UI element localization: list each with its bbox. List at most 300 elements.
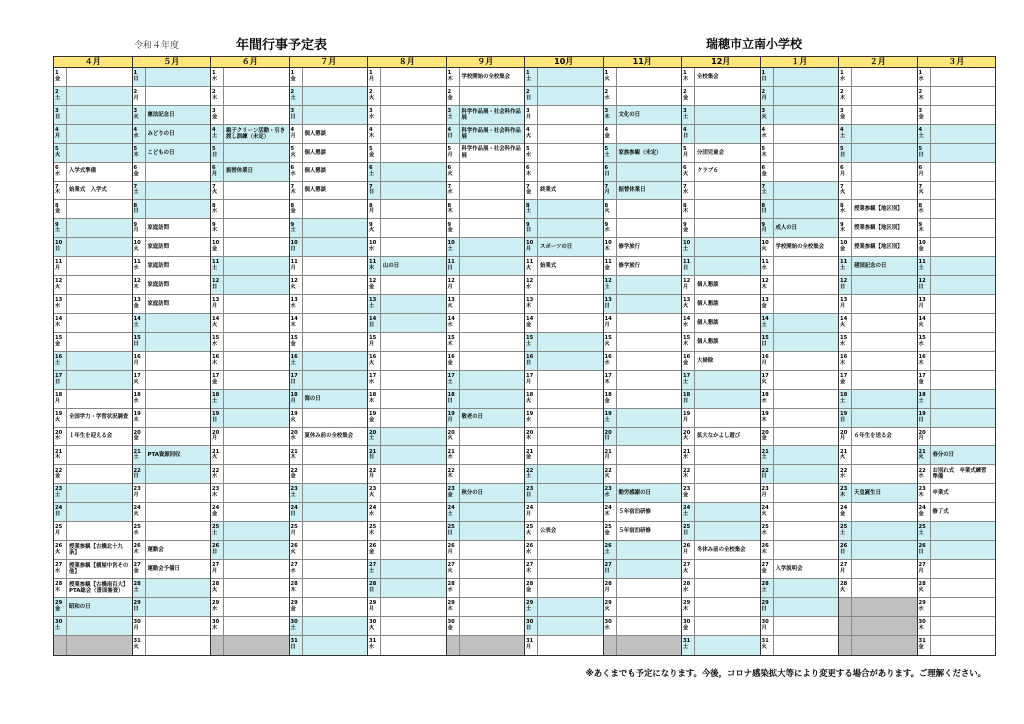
weekday: 金 <box>604 265 610 272</box>
date-number: 4 <box>447 126 452 133</box>
event-text <box>617 579 682 597</box>
day-cell <box>761 465 839 484</box>
day-cell <box>54 87 132 106</box>
day-cell <box>604 238 682 257</box>
date-number: 14 <box>604 316 612 323</box>
date-weekday <box>368 598 381 616</box>
day-cell <box>211 87 289 106</box>
day-cell <box>604 125 682 144</box>
weekday: 木 <box>133 284 139 291</box>
event-text <box>538 295 603 313</box>
date-number: 25 <box>55 524 63 531</box>
date-weekday <box>290 68 303 86</box>
date-number: 18 <box>369 391 377 398</box>
day-cell <box>918 541 996 560</box>
date-weekday <box>839 541 852 559</box>
date-weekday <box>211 125 224 143</box>
event-text: 公表会 <box>540 527 557 534</box>
event-text <box>617 409 682 427</box>
event-text <box>67 295 132 313</box>
day-cell <box>54 219 132 238</box>
day-cell <box>761 200 839 219</box>
weekday: 水 <box>761 132 767 139</box>
event-text <box>381 144 446 162</box>
date-weekday <box>761 257 774 275</box>
date-weekday <box>133 219 146 237</box>
date-weekday <box>682 238 695 256</box>
date-weekday <box>368 144 381 162</box>
event-text <box>303 371 368 389</box>
day-cell <box>54 409 132 428</box>
event-text <box>460 579 525 597</box>
date-weekday <box>839 182 852 200</box>
weekday: 土 <box>526 208 532 215</box>
event-text <box>617 636 682 655</box>
date-weekday <box>290 257 303 275</box>
weekday: 木 <box>212 492 218 499</box>
date-number: 29 <box>918 599 926 606</box>
date-number: 6 <box>133 164 138 171</box>
event-text <box>695 579 760 597</box>
event-text <box>774 314 839 332</box>
date-number: 5 <box>840 145 844 152</box>
date-weekday <box>54 125 67 143</box>
day-cell <box>133 276 211 295</box>
date-number: 22 <box>369 467 377 474</box>
date-number: 27 <box>133 562 141 569</box>
day-cell <box>54 68 132 87</box>
date-number: 4 <box>55 126 59 133</box>
date-number: 29 <box>683 599 691 606</box>
date-number: 31 <box>761 638 769 645</box>
weekday: 水 <box>55 435 61 442</box>
date-number: 21 <box>604 448 612 455</box>
date-number: 4 <box>683 126 687 133</box>
weekday: 金 <box>369 416 375 423</box>
day-cell <box>447 257 525 276</box>
event-text: 個人懇談 <box>697 282 719 288</box>
weekday: 水 <box>840 473 846 480</box>
day-cell <box>368 238 446 257</box>
date-weekday <box>525 276 538 294</box>
day-cell <box>604 219 682 238</box>
event-text <box>695 106 760 124</box>
day-cell <box>839 465 917 484</box>
weekday: 月 <box>761 359 767 366</box>
day-cell <box>211 144 289 163</box>
date-number: 1 <box>55 70 59 77</box>
day-cell <box>290 106 368 125</box>
weekday: 土 <box>447 113 453 120</box>
date-weekday <box>211 238 224 256</box>
weekday: 木 <box>683 340 689 347</box>
date-number: 31 <box>369 638 377 645</box>
date-number: 22 <box>212 467 220 474</box>
weekday: 火 <box>55 151 61 158</box>
date-number: 10 <box>526 240 534 247</box>
weekday: 日 <box>526 359 532 366</box>
date-number: 16 <box>604 353 612 360</box>
weekday: 金 <box>55 340 61 347</box>
day-cell <box>839 219 917 238</box>
event-text <box>67 276 132 294</box>
weekday: 金 <box>840 378 846 385</box>
date-weekday <box>290 428 303 446</box>
event-text <box>931 295 996 313</box>
day-cell <box>54 428 132 447</box>
date-number: 26 <box>918 543 926 550</box>
date-weekday <box>682 636 695 655</box>
day-cell <box>54 333 132 352</box>
date-weekday <box>133 503 146 521</box>
date-weekday <box>368 390 381 408</box>
event-text <box>303 541 368 559</box>
calendar-body <box>54 68 995 655</box>
weekday: 日 <box>840 549 846 555</box>
day-cell <box>54 144 132 163</box>
date-weekday <box>54 371 67 389</box>
date-number: 5 <box>761 145 766 152</box>
event-text <box>460 352 525 370</box>
day-cell <box>682 484 760 503</box>
weekday: 木 <box>526 567 532 574</box>
date-weekday <box>54 200 67 218</box>
date-number: 3 <box>447 108 452 114</box>
day-cell <box>54 617 132 636</box>
weekday: 月 <box>918 303 924 310</box>
date-number: 30 <box>290 618 298 625</box>
date-weekday <box>761 446 774 464</box>
date-number: 2 <box>526 89 530 96</box>
day-cell <box>211 446 289 465</box>
date-number: 31 <box>918 638 926 645</box>
day-cell <box>525 598 603 617</box>
date-number: 15 <box>133 335 141 342</box>
date-weekday <box>133 446 146 464</box>
date-number: 20 <box>447 429 455 436</box>
weekday: 金 <box>212 246 218 253</box>
date-weekday <box>682 598 695 616</box>
date-number: 23 <box>290 486 298 493</box>
day-cell <box>525 314 603 333</box>
weekday: 火 <box>840 586 846 593</box>
event-text <box>538 579 603 597</box>
event-text: 親子クリーン活動・引き渡し訓練（未定） <box>224 125 289 143</box>
event-text <box>67 200 132 218</box>
weekday: 土 <box>133 189 139 196</box>
event-text <box>695 257 760 275</box>
day-cell <box>525 68 603 87</box>
day-cell <box>368 617 446 636</box>
day-cell <box>133 87 211 106</box>
date-number: 10 <box>133 240 141 247</box>
date-number: 9 <box>918 221 923 228</box>
day-cell <box>133 163 211 182</box>
day-cell <box>918 352 996 371</box>
event-text <box>852 295 917 313</box>
date-weekday <box>447 428 460 446</box>
date-weekday <box>368 87 381 105</box>
day-cell <box>368 390 446 409</box>
day-cell <box>918 598 996 617</box>
date-weekday <box>682 617 695 635</box>
day-cell <box>290 144 368 163</box>
weekday: 木 <box>526 303 532 310</box>
date-number: 22 <box>604 467 612 474</box>
weekday: 火 <box>918 454 924 461</box>
date-number: 29 <box>604 599 612 606</box>
date-weekday <box>525 598 538 616</box>
event-text <box>224 484 289 502</box>
event-text <box>617 598 682 616</box>
weekday: 火 <box>212 454 218 461</box>
weekday: 金 <box>761 435 767 442</box>
day-cell <box>525 446 603 465</box>
weekday: 月 <box>55 265 61 272</box>
date-weekday <box>211 371 224 389</box>
event-text <box>931 87 996 105</box>
weekday: 日 <box>133 75 139 82</box>
day-cell <box>839 295 917 314</box>
date-number: 1 <box>918 70 923 77</box>
date-number: 6 <box>55 164 59 171</box>
event-text <box>695 598 760 616</box>
event-text <box>224 333 289 351</box>
date-weekday <box>290 333 303 351</box>
weekday: 日 <box>761 208 767 215</box>
date-number: 13 <box>447 297 455 304</box>
date-number: 5 <box>290 145 295 152</box>
date-weekday <box>290 200 303 218</box>
month-header: ７月 <box>290 57 369 67</box>
month-column <box>682 68 761 655</box>
event-text <box>695 182 760 200</box>
weekday: 木 <box>369 530 375 537</box>
day-cell <box>290 522 368 541</box>
date-number: 26 <box>761 543 769 550</box>
date-number: 16 <box>447 353 455 360</box>
date-weekday <box>290 125 303 143</box>
date-weekday <box>368 428 381 446</box>
date-number: 25 <box>918 524 926 531</box>
weekday: 土 <box>369 170 375 177</box>
date-weekday <box>604 541 617 559</box>
event-text <box>224 238 289 256</box>
weekday: 金 <box>447 492 453 499</box>
date-number: 26 <box>683 543 691 550</box>
weekday: 日 <box>761 605 767 612</box>
day-cell <box>682 371 760 390</box>
event-text <box>852 182 917 200</box>
date-weekday <box>839 598 852 616</box>
day-cell <box>447 617 525 636</box>
day-cell <box>604 409 682 428</box>
event-text <box>460 200 525 218</box>
date-number: 29 <box>55 599 63 606</box>
weekday: 火 <box>840 189 846 196</box>
day-cell <box>133 257 211 276</box>
date-number: 7 <box>918 183 923 190</box>
event-text <box>931 314 996 332</box>
date-weekday <box>604 503 617 521</box>
event-text <box>538 106 603 124</box>
date-weekday <box>290 238 303 256</box>
weekday: 火 <box>447 435 453 442</box>
date-weekday <box>133 295 146 313</box>
weekday: 木 <box>604 511 610 518</box>
day-cell <box>290 352 368 371</box>
date-number: 13 <box>133 297 141 304</box>
date-weekday <box>761 522 774 540</box>
event-text <box>67 106 132 124</box>
date-weekday <box>839 295 852 313</box>
date-weekday <box>447 144 460 162</box>
weekday: 日 <box>840 416 846 423</box>
weekday: 火 <box>604 208 610 215</box>
date-number: 19 <box>447 410 455 417</box>
weekday: 火 <box>604 75 610 82</box>
date-number: 27 <box>290 562 298 569</box>
event-text <box>538 352 603 370</box>
date-weekday <box>368 333 381 351</box>
date-number: 20 <box>840 429 848 436</box>
weekday: 土 <box>840 132 846 139</box>
event-text <box>852 87 917 105</box>
weekday: 金 <box>447 94 453 101</box>
event-text <box>774 352 839 370</box>
event-text <box>617 371 682 389</box>
weekday: 木 <box>526 170 532 177</box>
event-text <box>303 598 368 616</box>
day-cell <box>133 446 211 465</box>
day-cell <box>525 541 603 560</box>
date-number: 28 <box>840 581 848 588</box>
event-text <box>460 163 525 181</box>
event-text <box>303 106 368 124</box>
day-cell <box>54 200 132 219</box>
weekday: 木 <box>918 624 924 631</box>
day-cell <box>447 163 525 182</box>
date-number: 17 <box>369 372 377 379</box>
event-text <box>224 144 289 162</box>
weekday: 日 <box>918 151 924 158</box>
event-text <box>381 579 446 597</box>
event-text <box>852 541 917 559</box>
day-cell <box>211 522 289 541</box>
date-number: 5 <box>212 145 216 152</box>
weekday: 火 <box>604 605 610 612</box>
weekday: 金 <box>55 75 61 82</box>
day-cell <box>133 522 211 541</box>
date-weekday <box>447 333 460 351</box>
event-text <box>931 352 996 370</box>
day-cell <box>290 68 368 87</box>
date-weekday <box>54 219 67 237</box>
event-text <box>931 541 996 559</box>
weekday: 火 <box>761 378 767 385</box>
day-cell <box>368 484 446 503</box>
date-weekday <box>211 446 224 464</box>
date-number: 30 <box>369 618 377 625</box>
event-text <box>695 409 760 427</box>
weekday: 月 <box>369 208 375 215</box>
weekday: 土 <box>212 530 218 537</box>
weekday: 土 <box>290 624 296 631</box>
date-number: 1 <box>133 70 138 77</box>
weekday: 火 <box>840 454 846 461</box>
weekday: 月 <box>683 416 689 423</box>
date-weekday <box>447 295 460 313</box>
day-cell <box>290 238 368 257</box>
date-number: 11 <box>290 259 298 266</box>
weekday: 木 <box>212 359 218 366</box>
day-cell <box>290 409 368 428</box>
weekday: 月 <box>212 303 218 310</box>
day-cell <box>211 276 289 295</box>
event-text <box>381 106 446 124</box>
event-text <box>931 200 996 218</box>
weekday: 木 <box>683 605 689 612</box>
event-text <box>381 295 446 313</box>
date-number: 23 <box>212 486 220 493</box>
date-number: 8 <box>290 202 295 209</box>
date-weekday <box>682 333 695 351</box>
weekday: 火 <box>369 624 375 631</box>
weekday: 日 <box>212 151 218 158</box>
date-number: 14 <box>447 316 455 323</box>
event-text <box>146 200 211 218</box>
date-weekday <box>525 541 538 559</box>
day-cell <box>604 522 682 541</box>
date-weekday <box>761 314 774 332</box>
date-number: 14 <box>918 316 926 323</box>
date-weekday <box>211 409 224 427</box>
weekday: 月 <box>55 397 61 404</box>
weekday: 月 <box>840 435 846 442</box>
date-weekday <box>604 484 617 502</box>
date-weekday <box>682 446 695 464</box>
date-number: 6 <box>840 164 844 171</box>
day-cell <box>761 87 839 106</box>
day-cell <box>839 541 917 560</box>
month-header: ４月 <box>54 57 133 67</box>
date-weekday <box>447 314 460 332</box>
day-cell <box>839 352 917 371</box>
day-cell <box>368 182 446 201</box>
day-cell <box>918 371 996 390</box>
date-weekday <box>918 579 931 597</box>
date-weekday <box>133 617 146 635</box>
day-cell <box>918 68 996 87</box>
month-header: ９月 <box>447 57 526 67</box>
weekday: 火 <box>447 303 453 310</box>
month-header: ２月 <box>839 57 918 67</box>
day-cell <box>368 636 446 655</box>
event-text: スポーツの日 <box>538 238 603 256</box>
day-cell <box>290 276 368 295</box>
date-number: 31 <box>526 638 534 645</box>
weekday: 金 <box>604 132 610 139</box>
event-text <box>146 182 211 200</box>
weekday: 日 <box>369 321 375 328</box>
date-number: 10 <box>840 240 848 247</box>
weekday: 木 <box>604 246 610 253</box>
date-weekday <box>368 541 381 559</box>
date-number: 2 <box>133 89 138 96</box>
date-weekday <box>54 617 67 635</box>
date-number: 7 <box>526 183 530 190</box>
event-text <box>224 465 289 483</box>
